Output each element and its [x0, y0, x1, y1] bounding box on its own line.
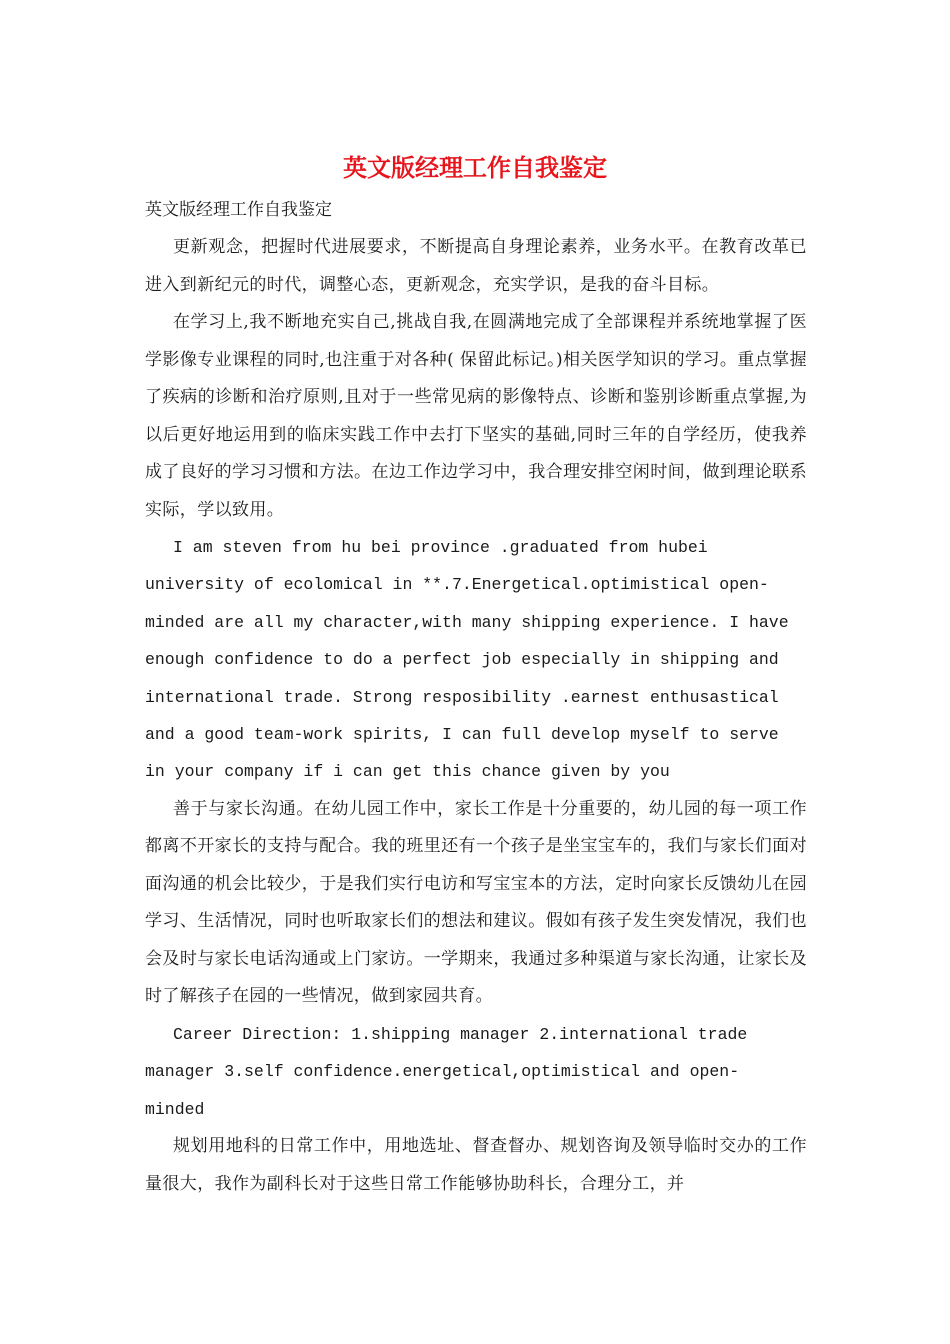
paragraph-planning-work: 规划用地科的日常工作中，用地选址、督查督办、规划咨询及领导临时交办的工作量很大，我作为副科长对于这些日常工作能够协助科长，合理分工，并 [145, 1136, 807, 1194]
paragraph-parent-communication: 善于与家长沟通。在幼儿园工作中，家长工作是十分重要的，幼儿园的每一项工作都离不开家长的支持与配合。我的班里还有一个孩子是坐宝宝车的，我们与家长们面对面沟通的机会比较少，于是我们实行电访和写宝宝本的方法，定时向家长反馈幼儿在园学习、生活情况，同时也听取家长们的想法和建议。假如有孩子发生突发情况，我们也会及时与家长电话沟通或上门家访。一学期来，我通过多种渠道与家长沟通，让家长及时了解孩子在园的一些情况，做到家园共育。 [145, 798, 807, 1007]
paragraph-english-intro: I am steven from hu bei province .graduated from hubei university of ecolomical in **.7.Energetical.optimistical open- minded are all my character,with many shipping experience. I have enough confidence to do a perfect job especially in shipping and international trade. Strong resposibility .earnest enthusastical and a good team-work spirits, I can full develop myself to serve in your company if i can get this chance given by you [145, 538, 789, 782]
document-subtitle: 英文版经理工作自我鉴定 [145, 200, 332, 220]
paragraph-update-concepts: 更新观念，把握时代进展要求，不断提高自身理论素养，业务水平。在教育改革已进入到新纪元的时代，调整心态，更新观念，充实学识，是我的奋斗目标。 [145, 237, 807, 295]
document-body [145, 192, 807, 1203]
document-title: 英文版经理工作自我鉴定 [343, 153, 607, 182]
paragraph-study: 在学习上,我不断地充实自己,挑战自我,在圆满地完成了全部课程并系统地掌握了医学影像专业课程的同时,也注重于对各种( 保留此标记。)相关医学知识的学习。重点掌握了疾病的诊断和治疗原则,且对于一些常见病的影像特点、诊断和鉴别诊断重点掌握,为以后更好地运用到的临床实践工作中去打下坚实的基础,同时三年的自学经历，使我养成了良好的学习习惯和方法。在边工作边学习中，我合理安排空闲时间，做到理论联系实际，学以致用。 [145, 312, 807, 520]
paragraph-career-direction: Career Direction: 1.shipping manager 2.international trade manager 3.self confidence.energetical,optimistical and open- minded [145, 1024, 748, 1119]
